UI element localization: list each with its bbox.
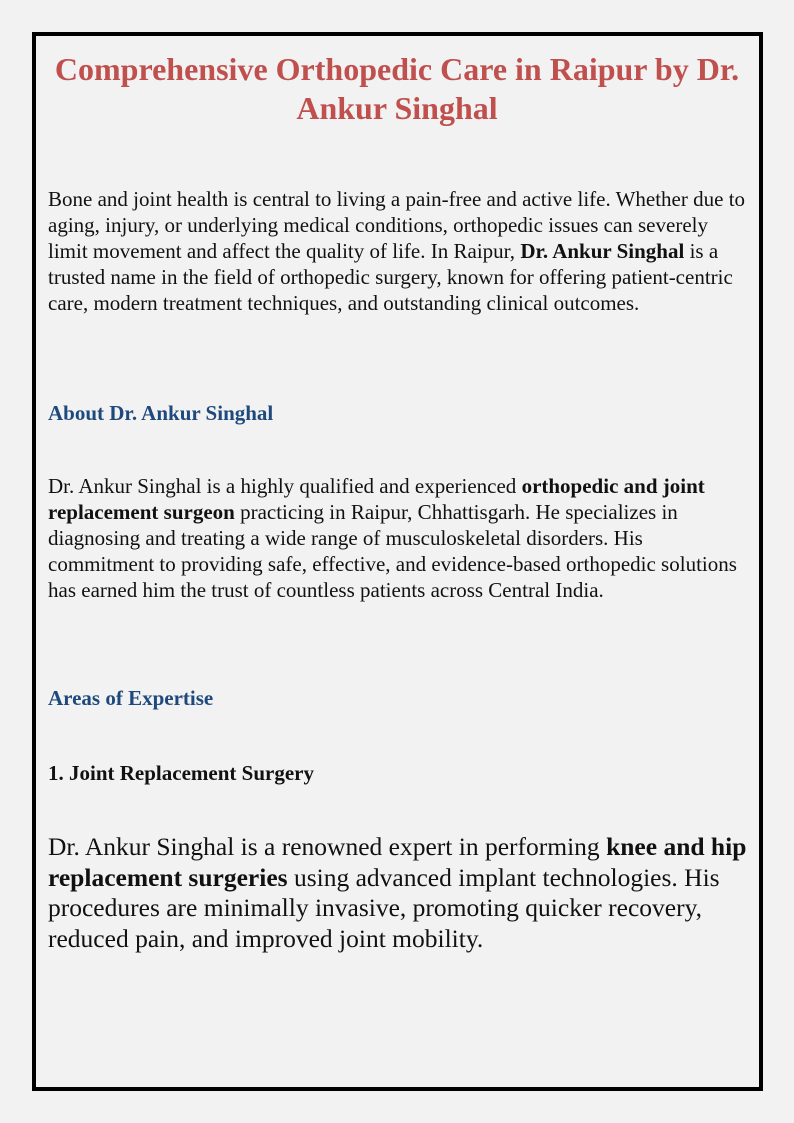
page-title: Comprehensive Orthopedic Care in Raipur by Dr. Ankur Singhal [54,51,740,126]
about-heading: About Dr. Ankur Singhal [48,401,274,425]
about-paragraph [48,473,748,603]
intro-paragraph [48,186,748,316]
intro-text-start: Bone and joint health is central to living a pain-free and active life. Whether due to aging, injury, or underlying medical conditions, orthopedic issues can severely limit movement and affect the quality of life. In Raipur, [48,187,746,263]
about-bold-title: orthopedic and joint replacement surgeon [48,474,705,524]
joint-replacement-paragraph [48,832,748,954]
joint-text-end: using advanced implant technologies. His procedures are minimally invasive, promoting quicker recovery, reduced pain, and improved joint mobility. [48,862,720,953]
intro-text-end: is a trusted name in the field of orthopedic surgery, known for offering patient-centric care, modern treatment techniques, and outstanding clinical outcomes. [48,239,733,315]
joint-text-start: Dr. Ankur Singhal is a renowned expert in performing [48,832,607,861]
joint-replacement-heading: 1. Joint Replacement Surgery [48,761,314,785]
intro-bold-name: Dr. Ankur Singhal [520,239,685,263]
about-text-end: practicing in Raipur, Chhattisgarh. He specializes in diagnosing and treating a wide range of musculoskeletal disorders. His commitment to providing safe, effective, and evidence-based orthopedic solutions has earned him the trust of countless patients across Central India. [48,500,737,602]
about-text-start: Dr. Ankur Singhal is a highly qualified and experienced [48,474,522,498]
expertise-heading: Areas of Expertise [48,686,214,710]
joint-bold-procedures: knee and hip replacement surgeries [48,832,747,892]
